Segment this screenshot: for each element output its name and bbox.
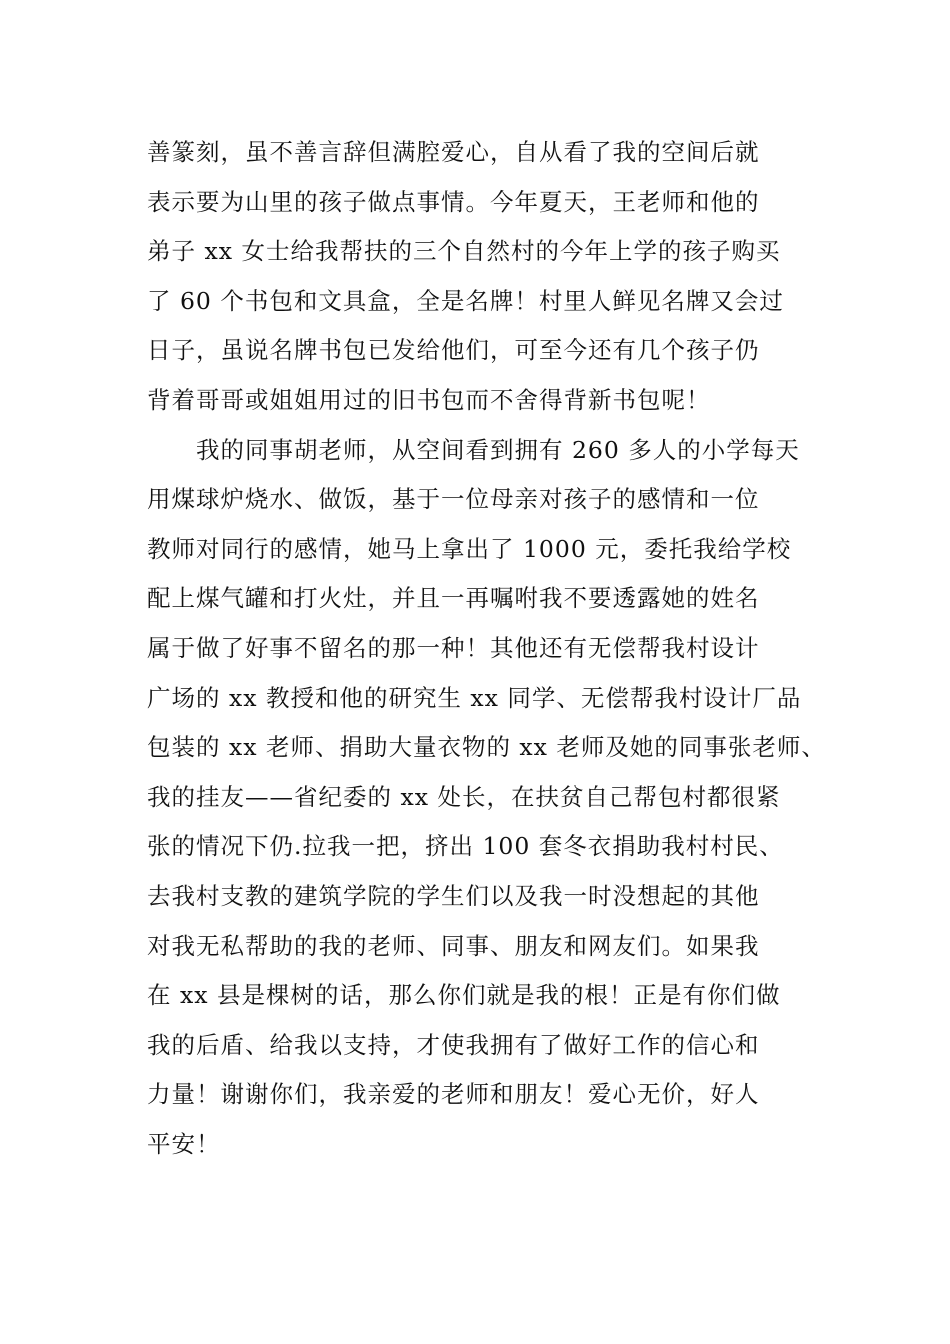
- text-line: 背着哥哥或姐姐用过的旧书包而不舍得背新书包呢！: [147, 385, 711, 414]
- text-line: 平安！: [147, 1129, 221, 1158]
- text-line: 表示要为山里的孩子做点事情。今年夏天，王老师和他的: [147, 187, 760, 216]
- text-line: 我的同事胡老师，从空间看到拥有 260 多人的小学每天: [147, 435, 800, 464]
- text-line: 弟子 xx 女士给我帮扶的三个自然村的今年上学的孩子购买: [147, 237, 781, 266]
- text-line: 属于做了好事不留名的那一种！其他还有无偿帮我村设计: [147, 633, 760, 662]
- text-line: 力量！谢谢你们，我亲爱的老师和朋友！爱心无价，好人: [147, 1080, 760, 1109]
- text-line: 张的情况下仍.拉我一把，挤出 100 套冬衣捐助我村村民、: [147, 832, 784, 861]
- text-line: 对我无私帮助的我的老师、同事、朋友和网友们。如果我: [147, 931, 760, 960]
- text-line: 去我村支教的建筑学院的学生们以及我一时没想起的其他: [147, 881, 760, 910]
- text-line: 用煤球炉烧水、做饭，基于一位母亲对孩子的感情和一位: [147, 485, 760, 514]
- text-line: 了 60 个书包和文具盒，全是名牌！村里人鲜见名牌又会过: [147, 286, 784, 315]
- body-text: [147, 128, 827, 1169]
- text-line: 我的后盾、给我以支持，才使我拥有了做好工作的信心和: [147, 1030, 760, 1059]
- text-line: 广场的 xx 教授和他的研究生 xx 同学、无偿帮我村设计厂品: [147, 683, 802, 712]
- text-line: 日子，虽说名牌书包已发给他们，可至今还有几个孩子仍: [147, 336, 760, 365]
- text-line: 我的挂友——省纪委的 xx 处长，在扶贫自己帮包村都很紧: [147, 782, 781, 811]
- text-line: 配上煤气罐和打火灶，并且一再嘱咐我不要透露她的姓名: [147, 584, 760, 613]
- text-line: 包装的 xx 老师、捐助大量衣物的 xx 老师及她的同事张老师、: [147, 733, 826, 762]
- text-line: 善篆刻，虽不善言辞但满腔爱心，自从看了我的空间后就: [147, 138, 760, 166]
- text-line: 教师对同行的感情，她马上拿出了 1000 元，委托我给学校: [147, 534, 792, 563]
- text-line: 在 xx 县是棵树的话，那么你们就是我的根！正是有你们做: [147, 981, 781, 1010]
